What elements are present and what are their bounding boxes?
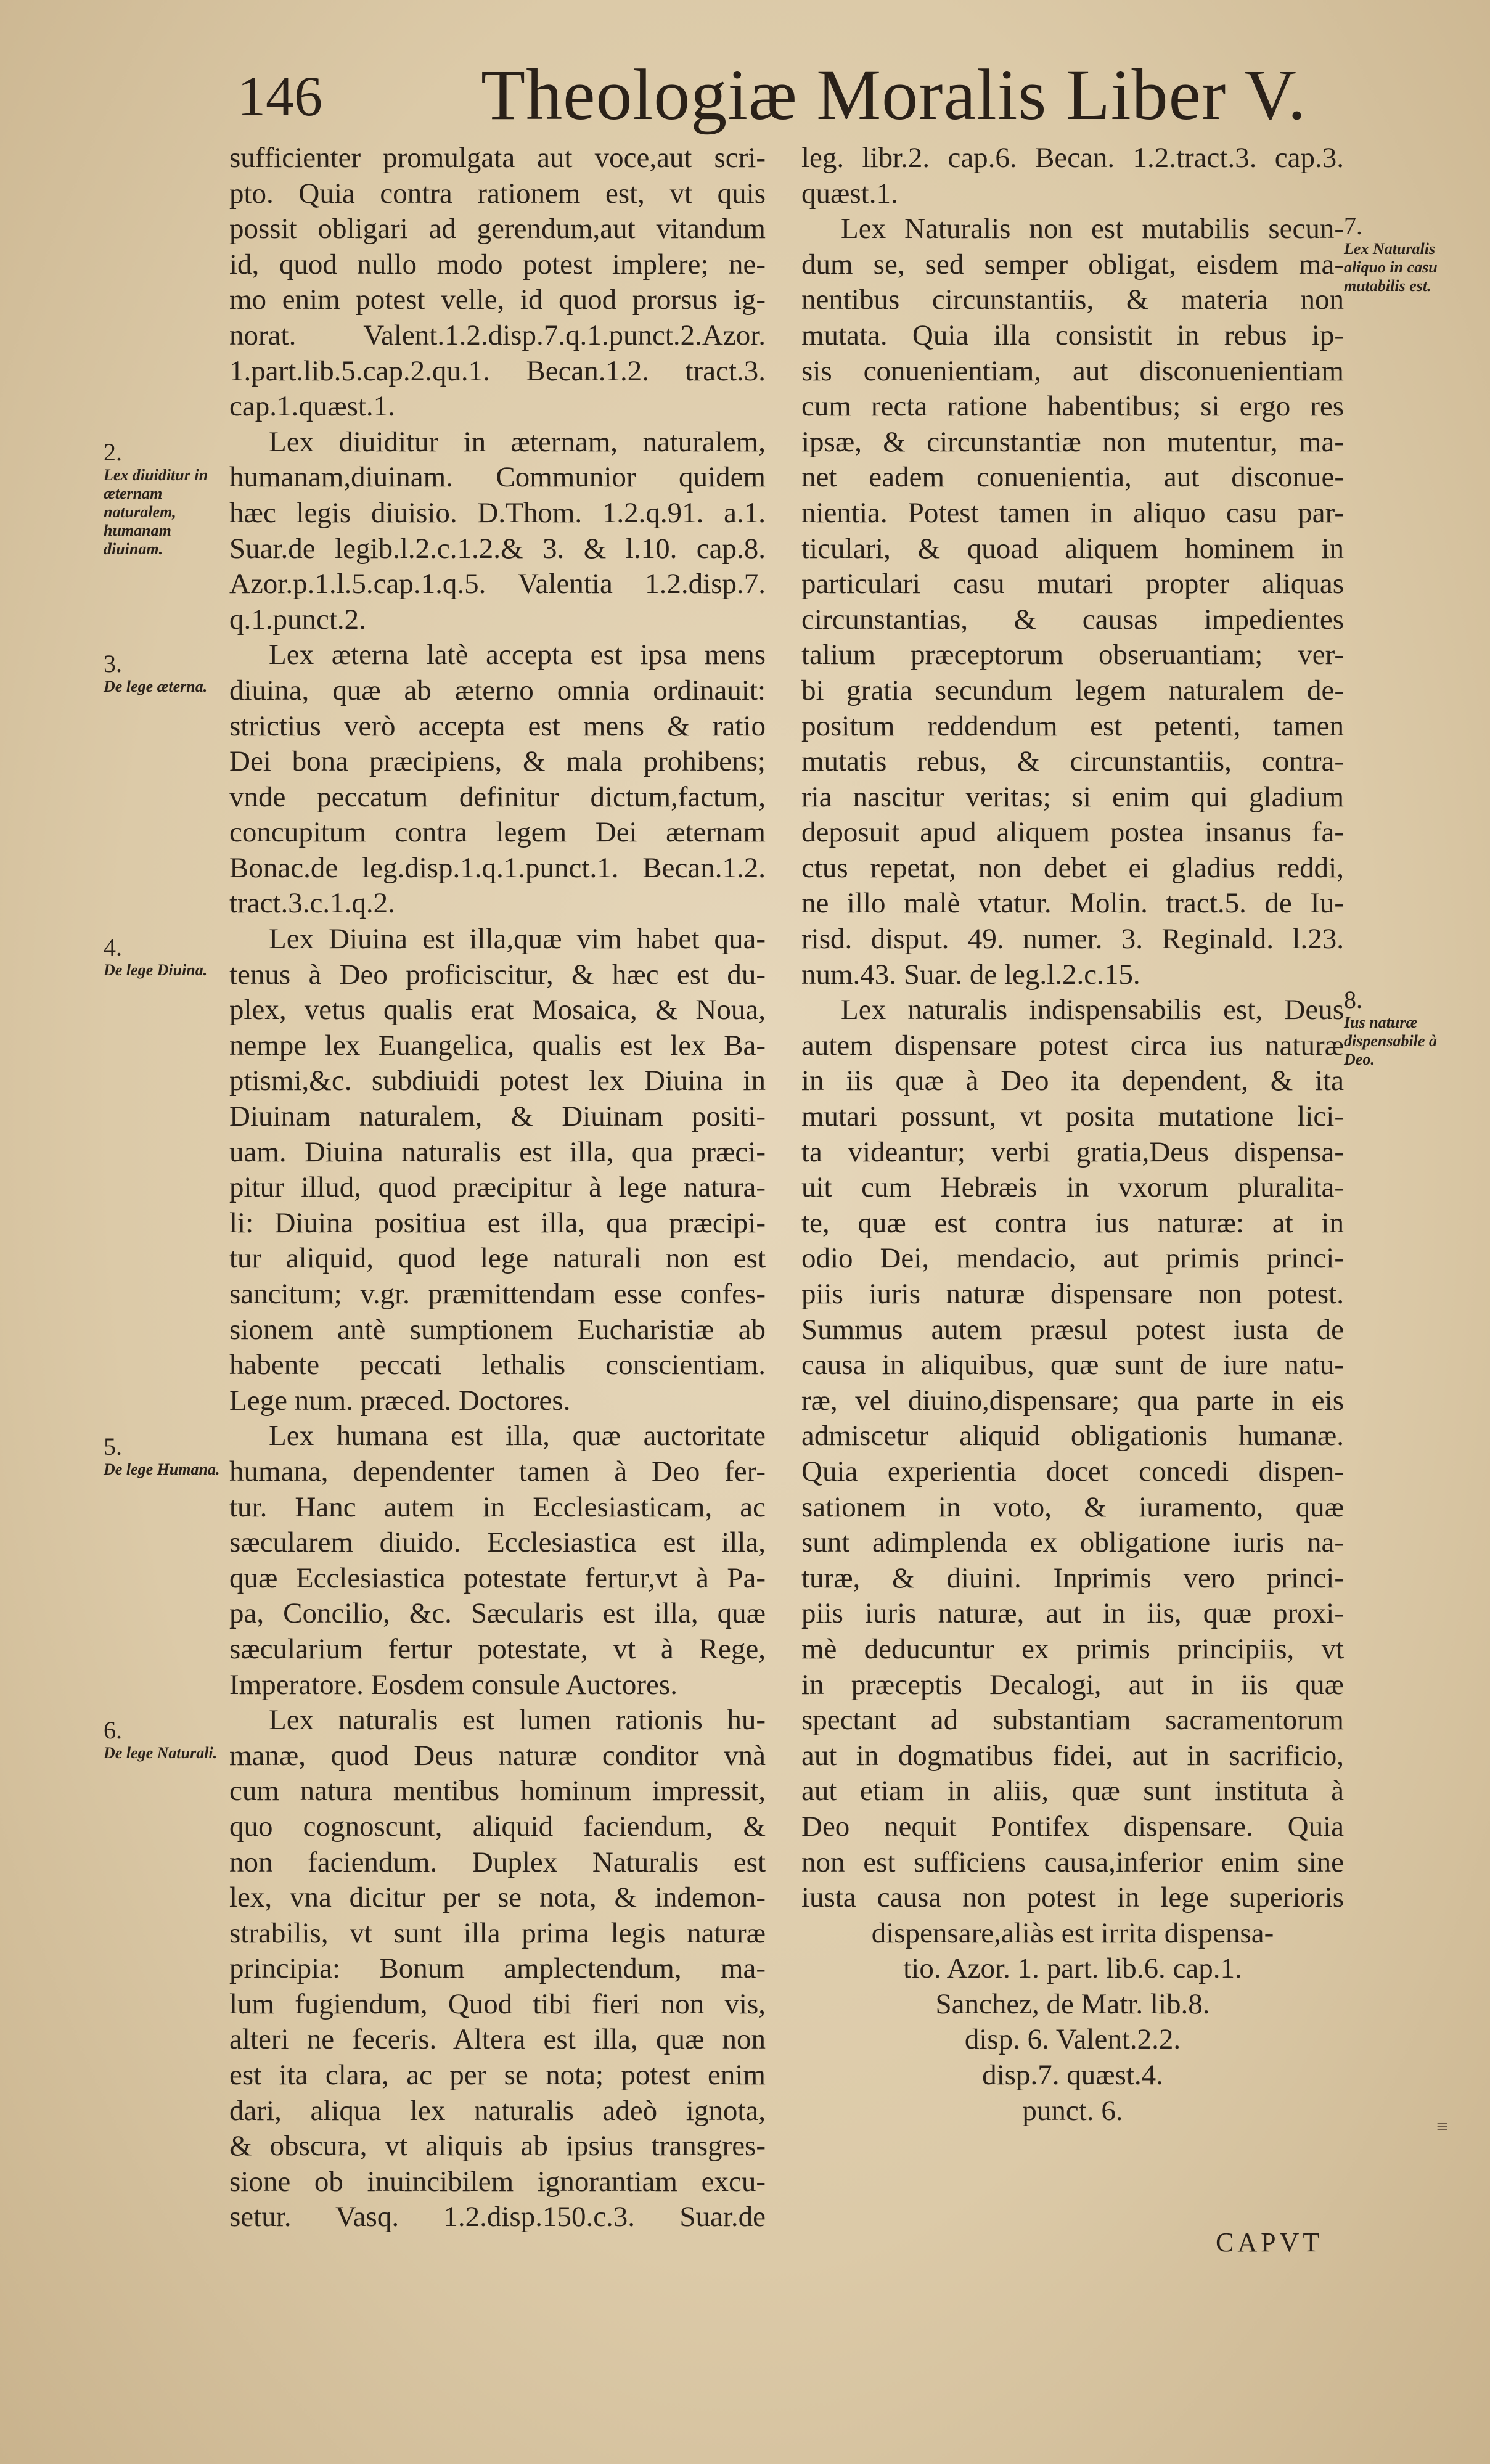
text-line: strictius verò accepta est mens & ratio <box>229 710 766 742</box>
text-line: positum reddendum est petenti, tamen <box>801 710 1344 742</box>
text-line: sione ob inuincibilem ignorantiam excu- <box>229 2165 766 2198</box>
text-line: Lex Diuina est illa,quæ vim habet qua- <box>269 923 766 956</box>
text-line: tur. Hanc autem in Ecclesiasticam, ac <box>229 1491 766 1523</box>
text-line: sationem in voto, & iuramento, quæ <box>801 1491 1344 1523</box>
text-line: ctus repetat, non debet ei gladius reddi, <box>801 851 1344 884</box>
text-line: cum recta ratione habentibus; si ergo res <box>801 390 1344 423</box>
margin-note-text: De lege Humana. <box>104 1460 220 1478</box>
margin-note-6 <box>104 1717 221 1762</box>
text-line: Deo nequit Pontifex dispensare. Quia <box>801 1810 1344 1843</box>
text-line: Summus autem præsul potest iusta de <box>801 1313 1344 1346</box>
text-line: est ita clara, ac per se nota; potest enim <box>229 2059 766 2092</box>
text-line: tenus à Deo proficiscitur, & hæc est du- <box>229 958 766 991</box>
text-line: cap.1.quæst.1. <box>229 390 395 423</box>
text-line: Lex naturalis indispensabilis est, Deus <box>841 994 1344 1026</box>
text-line: cum natura mentibus hominum impressit, <box>229 1775 766 1807</box>
text-line: odio Dei, mendacio, aut primis princi- <box>801 1242 1344 1275</box>
text-line: & obscura, vt aliquis ab ipsius transgres- <box>229 2130 766 2163</box>
margin-note-text: De lege æterna. <box>104 677 208 695</box>
text-line: disp. 6. Valent.2.2. <box>964 2023 1181 2056</box>
page-number: 146 <box>237 65 322 128</box>
text-line: humanam,diuinam. Communior quidem <box>229 461 766 494</box>
text-line: humana, dependenter tamen à Deo fer- <box>229 1455 766 1488</box>
text-line: non est sufficiens causa,inferior enim sine <box>801 1846 1344 1878</box>
text-line: tio. Azor. 1. part. lib.6. cap.1. <box>903 1952 1242 1985</box>
text-line: sæcularium fertur potestate, vt à Rege, <box>229 1632 766 1665</box>
margin-note-text: Lex Naturalis aliquo in casu mutabilis est. <box>1344 240 1438 295</box>
margin-note-number: 4. <box>104 933 122 961</box>
text-line: aut in dogmatibus fidei, aut in sacrificio, <box>801 1739 1344 1772</box>
text-line: habente peccati lethalis conscientiam. <box>229 1349 766 1381</box>
text-line: dari, aliqua lex naturalis adeò ignota, <box>229 2094 766 2127</box>
text-line: aut etiam in aliis, quæ sunt instituta à <box>801 1775 1344 1807</box>
text-line: sis conuenientiam, aut disconuenientiam <box>801 354 1344 387</box>
text-line: Azor.p.1.l.5.cap.1.q.5. Valentia 1.2.disp.7. <box>229 568 766 600</box>
margin-note-3 <box>104 650 221 696</box>
margin-note-number: 5. <box>104 1433 122 1460</box>
text-line: deposuit apud aliquem postea insanus fa- <box>801 816 1344 849</box>
text-line: strabilis, vt sunt illa prima legis naturæ <box>229 1917 766 1949</box>
margin-note-number: 2. <box>104 438 122 466</box>
margin-note-7 <box>1344 213 1467 295</box>
text-line: tract.3.c.1.q.2. <box>229 887 395 920</box>
text-line: bi gratia secundum legem naturalem de- <box>801 674 1344 706</box>
text-line: mè deducuntur ex primis principiis, vt <box>801 1632 1344 1665</box>
text-line: piis iuris naturæ dispensare non potest. <box>801 1278 1344 1310</box>
text-line: uit cum Hebræis in vxorum pluralita- <box>801 1171 1344 1204</box>
text-line: ta videantur; verbi gratia,Deus dispensa- <box>801 1136 1344 1168</box>
text-line: tur aliquid, quod lege naturali non est <box>229 1242 766 1275</box>
text-line: mo enim potest velle, id quod prorsus ig- <box>229 284 766 316</box>
text-line: mutata. Quia illa consistit in rebus ip- <box>801 319 1344 351</box>
text-line: norat. Valent.1.2.disp.7.q.1.punct.2.Azor. <box>229 319 766 351</box>
text-line: ne illo malè vtatur. Molin. tract.5. de Iu- <box>801 887 1344 920</box>
text-line: mutatis rebus, & circunstantiis, contra- <box>801 745 1344 778</box>
text-line: in iis quæ à Deo ita dependent, & ita <box>801 1065 1344 1097</box>
text-line: Lex humana est illa, quæ auctoritate <box>269 1420 766 1452</box>
margin-note-text: De lege Diuina. <box>104 961 208 979</box>
text-line: Quia experientia docet concedi dispen- <box>801 1455 1344 1488</box>
margin-note-8 <box>1344 986 1467 1069</box>
text-line: punct. 6. <box>1022 2094 1123 2127</box>
margin-note-number: 7. <box>1344 212 1362 240</box>
text-line: sionem antè sumptionem Eucharistiæ ab <box>229 1313 766 1346</box>
text-line: possit obligari ad gerendum,aut vitandum <box>229 213 766 245</box>
text-line: ria nascitur veritas; si enim qui gladium <box>801 780 1344 813</box>
text-line: hæc legis diuisio. D.Thom. 1.2.q.91. a.1. <box>229 496 766 529</box>
text-line: sunt adimplenda ex obligatione iuris na- <box>801 1526 1344 1559</box>
text-line: mutari possunt, vt posita mutatione lici- <box>801 1100 1344 1133</box>
text-line: dispensare,aliàs est irrita dispensa- <box>871 1917 1274 1949</box>
text-line: Dei bona præcipiens, & mala prohibens; <box>229 745 766 778</box>
text-line: leg. libr.2. cap.6. Becan. 1.2.tract.3. cap.3. <box>801 142 1344 174</box>
text-line: nempe lex Euangelica, qualis est lex Ba- <box>229 1029 766 1062</box>
left-column <box>229 141 766 2235</box>
running-head: Theologiæ Moralis Liber V. <box>481 54 1307 135</box>
text-line: sæcularem diuido. Ecclesiastica est illa, <box>229 1526 766 1559</box>
text-line: net eadem conuenientia, aut disconue- <box>801 461 1344 494</box>
margin-note-number: 3. <box>104 650 122 677</box>
text-line: pa, Concilio, &c. Sæcularis est illa, quæ <box>229 1597 766 1630</box>
text-line: quæ Ecclesiastica potestate fertur,vt à Pa- <box>229 1561 766 1594</box>
text-line: setur. Vasq. 1.2.disp.150.c.3. Suar.de <box>229 2201 766 2233</box>
right-column <box>801 141 1344 2129</box>
text-line: nientia. Potest tamen in aliquo casu par- <box>801 496 1344 529</box>
text-line: pto. Quia contra rationem est, vt quis <box>229 177 766 210</box>
text-line: Lex Naturalis non est mutabilis secun- <box>841 213 1344 245</box>
margin-note-2 <box>104 439 221 559</box>
text-line: vnde peccatum definitur dictum,factum, <box>229 780 766 813</box>
text-line: dum se, sed semper obligat, eisdem ma- <box>801 248 1344 280</box>
text-line: li: Diuina positiua est illa, qua præcipi- <box>229 1206 766 1239</box>
printer-ornament-icon: ≡ <box>1436 2116 1449 2139</box>
margin-note-text: Ius naturæ dispensabile à Deo. <box>1344 1013 1437 1068</box>
text-line: manæ, quod Deus naturæ conditor vnà <box>229 1739 766 1772</box>
text-line: autem dispensare potest circa ius naturæ <box>801 1029 1344 1062</box>
text-line: iusta causa non potest in lege superioris <box>801 1881 1344 1914</box>
margin-note-5 <box>104 1433 221 1479</box>
margin-note-number: 6. <box>104 1716 122 1744</box>
text-line: Bonac.de leg.disp.1.q.1.punct.1. Becan.1.2. <box>229 851 766 884</box>
text-line: num.43. Suar. de leg.l.2.c.15. <box>801 958 1140 991</box>
text-line: risd. disput. 49. numer. 3. Reginald. l.23. <box>801 923 1344 956</box>
text-line: Sanchez, de Matr. lib.8. <box>935 1987 1210 2020</box>
text-line: uam. Diuina naturalis est illa, qua præci- <box>229 1136 766 1168</box>
text-line: Lege num. præced. Doctores. <box>229 1384 571 1417</box>
text-line: Imperatore. Eosdem consule Auctores. <box>229 1668 677 1701</box>
text-line: ptismi,&c. subdiuidi potest lex Diuina in <box>229 1065 766 1097</box>
text-line: Diuinam naturalem, & Diuinam positi- <box>229 1100 766 1133</box>
text-line: talium præceptorum obseruantiam; ver- <box>801 639 1344 671</box>
text-line: admiscetur aliquid obligationis humanæ. <box>801 1420 1344 1452</box>
text-line: pitur illud, quod præcipitur à lege natura- <box>229 1171 766 1204</box>
text-line: ticulari, & quoad aliquem hominem in <box>801 532 1344 565</box>
margin-note-4 <box>104 934 221 980</box>
text-line: 1.part.lib.5.cap.2.qu.1. Becan.1.2. tract.3. <box>229 354 766 387</box>
text-line: quo cognoscunt, aliquid faciendum, & <box>229 1810 766 1843</box>
text-line: lex, vna dicitur per se nota, & indemon- <box>229 1881 766 1914</box>
text-line: lum fugiendum, Quod tibi fieri non vis, <box>229 1987 766 2020</box>
text-line: disp.7. quæst.4. <box>982 2059 1163 2092</box>
text-line: piis iuris naturæ, aut in iis, quæ proxi- <box>801 1597 1344 1630</box>
text-line: sancitum; v.gr. præmittendam esse confes- <box>229 1278 766 1310</box>
text-line: causa in aliquibus, quæ sunt de iure natu- <box>801 1349 1344 1381</box>
text-line: diuina, quæ ab æterno omnia ordinauit: <box>229 674 766 706</box>
text-line: q.1.punct.2. <box>229 603 366 636</box>
margin-note-number: 8. <box>1344 986 1362 1013</box>
text-line: non faciendum. Duplex Naturalis est <box>229 1846 766 1878</box>
text-line: Suar.de legib.l.2.c.1.2.& 3. & l.10. cap.8. <box>229 532 766 565</box>
text-line: in præceptis Decalogi, aut in iis quæ <box>801 1668 1344 1701</box>
text-line: Lex diuiditur in æternam, naturalem, <box>269 425 766 458</box>
text-line: id, quod nullo modo potest implere; ne- <box>229 248 766 280</box>
text-line: spectant ad substantiam sacramentorum <box>801 1704 1344 1737</box>
text-line: sufficienter promulgata aut voce,aut scri- <box>229 142 766 174</box>
text-line: Lex naturalis est lumen rationis hu- <box>269 1704 766 1737</box>
text-line: ipsæ, & circunstantiæ non mutentur, ma- <box>801 425 1344 458</box>
text-line: concupitum contra legem Dei æternam <box>229 816 766 849</box>
text-line: alteri ne feceris. Altera est illa, quæ non <box>229 2023 766 2056</box>
text-line: principia: Bonum amplectendum, ma- <box>229 1952 766 1985</box>
text-line: te, quæ est contra ius naturæ: at in <box>801 1206 1344 1239</box>
text-line: quæst.1. <box>801 177 898 210</box>
margin-note-text: De lege Naturali. <box>104 1744 218 1762</box>
text-line: turæ, & diuini. Inprimis vero princi- <box>801 1561 1344 1594</box>
catchword: CAPVT <box>1216 2227 1324 2257</box>
text-line: Lex æterna latè accepta est ipsa mens <box>269 639 766 671</box>
text-line: circunstantias, & causas impedientes <box>801 603 1344 636</box>
text-line: ræ, vel diuino,dispensare; qua parte in eis <box>801 1384 1344 1417</box>
margin-note-text: Lex diuiditur in æternam naturalem, humanam diuinam. <box>104 466 208 558</box>
text-line: nentibus circunstantiis, & materia non <box>801 284 1344 316</box>
text-line: plex, vetus qualis erat Mosaica, & Noua, <box>229 994 766 1026</box>
text-line: particulari casu mutari propter aliquas <box>801 568 1344 600</box>
